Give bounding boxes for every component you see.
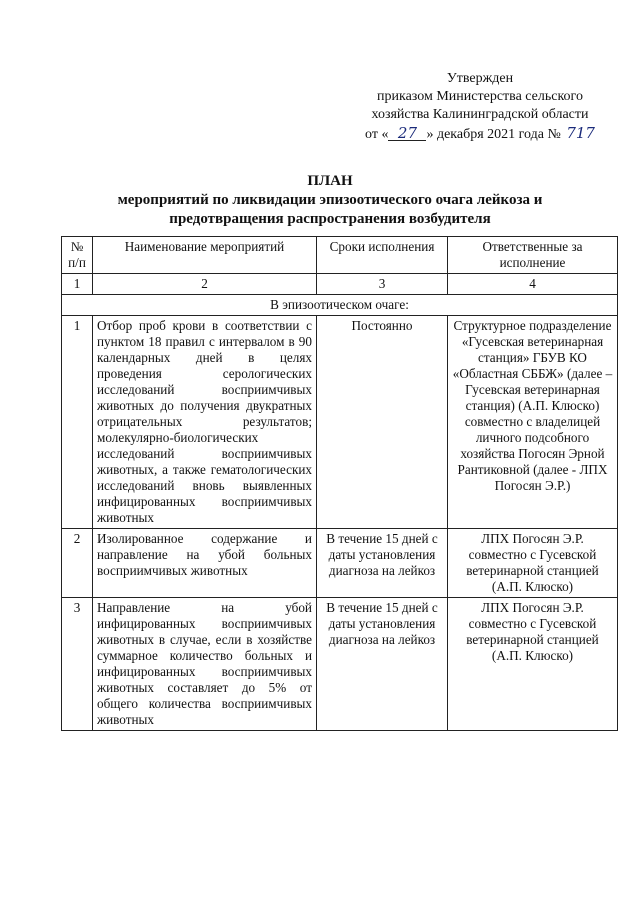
handwritten-day: 27 (388, 126, 426, 141)
column-index-row (62, 274, 618, 295)
header-responsible: Ответственные за исполнение (448, 237, 618, 274)
title-line-2: предотвращения распространения возбудителя (169, 211, 491, 227)
row-number: 3 (62, 598, 93, 731)
header-action: Наименование мероприятий (93, 237, 317, 274)
row-responsible: Структурное подразделение «Гусевская ветеринарная станция» ГБУВ КО «Областная СББЖ» (далее – Гусевская ветеринарная станция) (А.П. Клюско) совместно с владелицей личного подсобного хозяйства Погосян Эрной Рантиковной (далее - ЛПХ Погосян Э.Р.) (448, 316, 618, 529)
header-num: № п/п (62, 237, 93, 274)
row-responsible: ЛПХ Погосян Э.Р. совместно с Гусевской ветеринарной станцией (А.П. Клюско) (448, 598, 618, 731)
date-suffix: » декабря 2021 года № (426, 127, 561, 142)
approval-order-line: приказом Министерства сельского (377, 89, 583, 104)
section-title: В эпизоотическом очаге: (62, 295, 618, 316)
table-row (62, 529, 618, 598)
row-action: Изолированное содержание и направление на убой больных восприимчивых животных (93, 529, 317, 598)
approval-block (345, 70, 615, 144)
plan-table (61, 236, 618, 731)
approval-ministry-line: хозяйства Калининградской области (371, 107, 589, 122)
column-index: 2 (93, 274, 317, 295)
row-deadline: В течение 15 дней с даты установления диагноза на лейкоз (317, 598, 448, 731)
header-deadline: Сроки исполнения (317, 237, 448, 274)
date-prefix: от « (365, 127, 389, 142)
handwritten-order-number: 717 (566, 124, 595, 142)
document-title (90, 172, 570, 229)
row-number: 1 (62, 316, 93, 529)
column-index: 3 (317, 274, 448, 295)
table-header-row (62, 237, 618, 274)
table-row (62, 598, 618, 731)
row-deadline: Постоянно (317, 316, 448, 529)
column-index: 1 (62, 274, 93, 295)
row-number: 2 (62, 529, 93, 598)
approval-title: Утвержден (446, 71, 514, 86)
column-index: 4 (448, 274, 618, 295)
row-responsible: ЛПХ Погосян Э.Р. совместно с Гусевской ветеринарной станцией (А.П. Клюско) (448, 529, 618, 598)
approval-date-line (345, 124, 615, 144)
section-row (62, 295, 618, 316)
table-row (62, 316, 618, 529)
row-action: Направление на убой инфицированных восприимчивых животных в случае, если в хозяйстве суммарное количество больных и инфицированных восприимчивых животных составляет до 5% от общего количества восприимчивых животных (93, 598, 317, 731)
title-line-1: мероприятий по ликвидации эпизоотического очага лейкоза и (117, 192, 543, 208)
row-action: Отбор проб крови в соответствии с пунктом 18 правил с интервалом в 90 календарных дней в целях проведения серологических исследований восприимчивых животных до получения двукратных отрицательных результатов; молекулярно-биологических исследований восприимчивых животных, а также гематологических исследований вновь выявленных инфицированных восприимчивых животных (93, 316, 317, 529)
title-heading: ПЛАН (307, 173, 353, 189)
row-deadline: В течение 15 дней с даты установления диагноза на лейкоз (317, 529, 448, 598)
